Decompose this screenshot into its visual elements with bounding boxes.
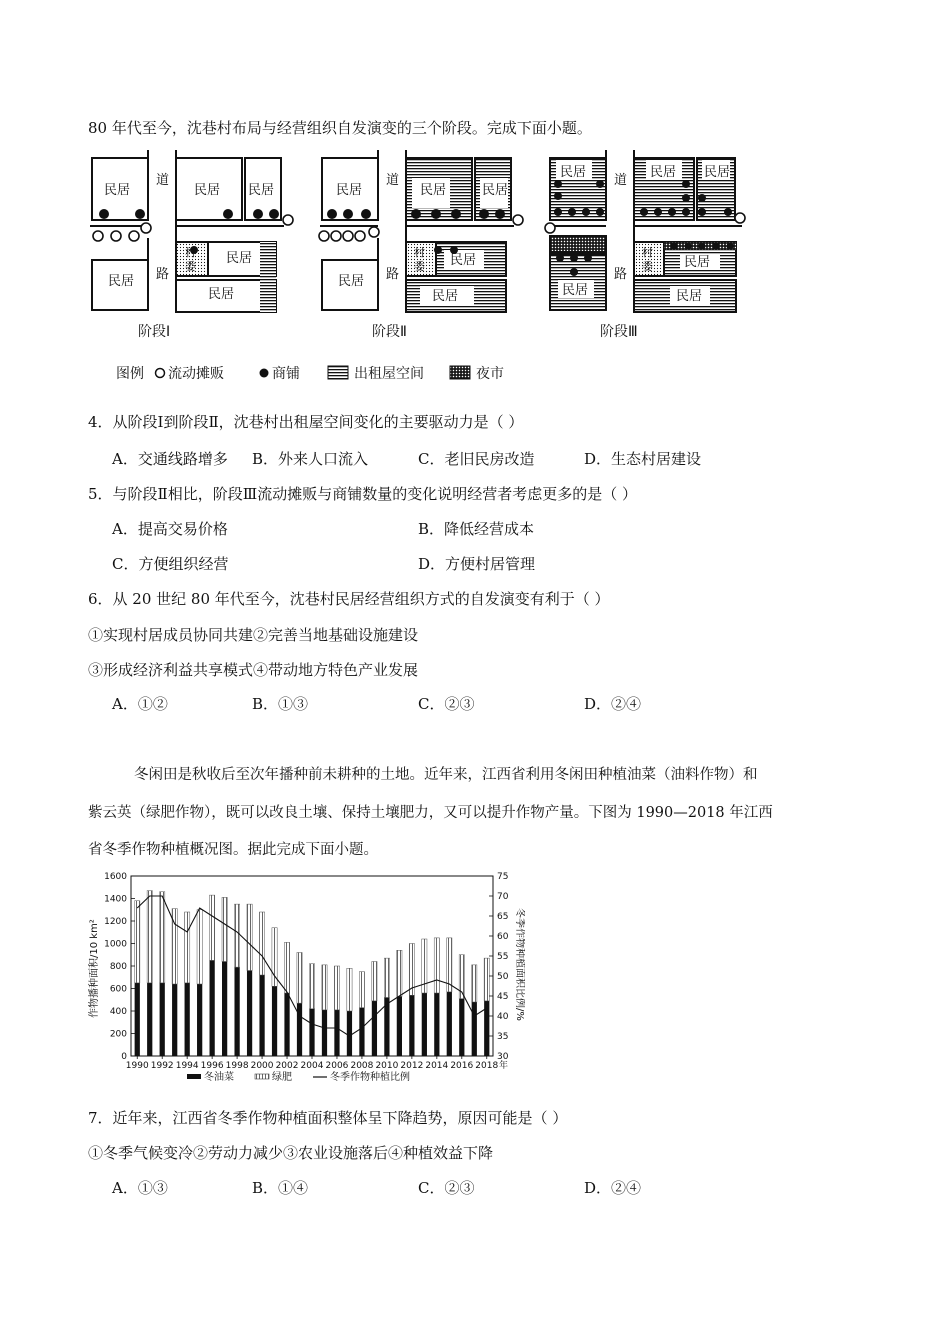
intro-winter-fields-2: 紫云英（绿肥作物），既可以改良土壤、保持土壤肥力，又可以提升作物产量。下图为 1990—2018 年江西 (88, 805, 773, 821)
y-right-tick-label: 50 (497, 972, 509, 982)
q5-option-c[interactable]: C．方便组织经营 (112, 555, 229, 573)
q7-option-c[interactable]: C．②③ (418, 1179, 475, 1197)
green-manure-bar (234, 904, 239, 967)
rapeseed-bar (409, 995, 414, 1056)
rapeseed-bar (222, 962, 227, 1057)
house-label: 民居 (336, 183, 363, 198)
question-5-stem: 5．与阶段Ⅱ相比，阶段Ⅲ流动摊贩与商铺数量的变化说明经营者考虑更多的是（ ） (88, 485, 637, 503)
green-manure-bar (210, 895, 215, 960)
x-tick-label: 2012 (400, 1061, 424, 1071)
rapeseed-bar (447, 992, 452, 1056)
green-manure-bar (160, 892, 165, 983)
road-label: 道 (614, 173, 628, 188)
house-label: 民居 (704, 165, 731, 180)
q5-option-a[interactable]: A．提高交易价格 (112, 520, 228, 538)
house-label: 民居 (208, 287, 235, 302)
rapeseed-bar (197, 984, 202, 1056)
rapeseed-bar (347, 1011, 352, 1056)
village-committee-label: 委 (414, 260, 425, 273)
q6-statements-1: ①实现村居成员协同共建②完善当地基础设施建设 (88, 626, 419, 644)
green-manure-bar (197, 910, 202, 984)
y-right-tick-label: 30 (497, 1052, 509, 1062)
y-right-tick-label: 70 (497, 892, 509, 902)
y-right-tick-label: 60 (497, 932, 509, 942)
x-tick-label: 1996 (200, 1061, 224, 1071)
road-label: 道 (386, 173, 400, 188)
x-tick-label: 1998 (225, 1061, 249, 1071)
green-manure-bar (484, 958, 489, 1001)
rapeseed-bar (284, 993, 289, 1056)
q6-option-b[interactable]: B．①③ (252, 695, 309, 713)
village-committee-label: 村 (642, 246, 653, 259)
intro-winter-fields-3: 省冬季作物种植概况图。据此完成下面小题。 (88, 842, 378, 858)
y-right-tick-label: 45 (497, 992, 509, 1002)
x-unit-label: 年 (499, 1061, 509, 1071)
q7-statements: ①冬季气候变冷②劳动力减少③农业设施落后④种植效益下降 (88, 1144, 494, 1162)
house-label: 民居 (248, 183, 275, 198)
village-committee-label: 村 (414, 246, 425, 259)
green-manure-bar (434, 938, 439, 993)
x-tick-label: 1994 (175, 1061, 199, 1071)
q4-option-c[interactable]: C．老旧民房改造 (418, 450, 535, 468)
house-label: 民居 (684, 255, 711, 270)
x-tick-label: 1990 (125, 1061, 149, 1071)
y-left-tick-label: 200 (109, 1029, 127, 1040)
q4-option-b[interactable]: B．外来人口流入 (252, 450, 369, 468)
chart-y-left-label: 作物播种面积/10 km² (89, 919, 100, 1018)
stage-2-label: 阶段Ⅱ (372, 324, 407, 340)
rapeseed-bar (334, 1010, 339, 1056)
y-right-tick-label: 75 (497, 872, 509, 882)
green-manure-bar (397, 950, 402, 996)
village-layout-diagram (80, 150, 840, 390)
green-manure-bar (384, 958, 389, 997)
rapeseed-bar (322, 1010, 327, 1056)
intro-winter-fields-1: 冬闲田是秋收后至次年播种前未耕种的土地。近年来，江西省利用冬闲田种植油菜（油料作物）和 (134, 767, 758, 783)
y-right-tick-label: 55 (497, 952, 509, 962)
stage-3-label: 阶段Ⅲ (600, 324, 638, 340)
rapeseed-bar (397, 996, 402, 1056)
y-left-tick-label: 0 (121, 1052, 127, 1062)
green-manure-bar (472, 965, 477, 1002)
q7-option-a[interactable]: A．①③ (112, 1179, 168, 1197)
stage-1-label: 阶段Ⅰ (138, 324, 171, 340)
house-label: 民居 (650, 165, 677, 180)
green-manure-bar (372, 962, 377, 1001)
x-tick-label: 2000 (250, 1061, 274, 1071)
rapeseed-bar (210, 960, 215, 1056)
q6-option-c[interactable]: C．②③ (418, 695, 475, 713)
house-label: 民居 (420, 183, 447, 198)
green-manure-bar (334, 966, 339, 1010)
green-manure-bar (284, 942, 289, 993)
rapeseed-bar (247, 971, 252, 1057)
house-label: 民居 (104, 183, 131, 198)
y-right-tick-label: 65 (497, 912, 509, 922)
x-tick-label: 2006 (325, 1061, 349, 1071)
rapeseed-bar (272, 986, 277, 1056)
rapeseed-bar (259, 975, 264, 1056)
y-left-tick-label: 400 (109, 1007, 127, 1017)
rapeseed-bar (459, 999, 464, 1056)
legend-rental: 出租屋空间 (354, 366, 424, 382)
house-label: 民居 (194, 183, 221, 198)
house-label: 民居 (450, 253, 477, 268)
question-7-stem: 7．近年来，江西省冬季作物种植面积整体呈下降趋势，原因可能是（ ） (88, 1109, 568, 1127)
q6-option-d[interactable]: D．②④ (584, 695, 642, 713)
house-label: 民居 (432, 289, 459, 304)
rapeseed-bar (172, 984, 177, 1056)
green-manure-bar (259, 912, 264, 975)
rapeseed-bar (185, 983, 190, 1056)
rapeseed-bar (434, 993, 439, 1056)
y-left-tick-label: 1200 (104, 917, 127, 927)
rapeseed-bar (372, 1001, 377, 1056)
green-manure-bar (185, 912, 190, 983)
q6-option-a[interactable]: A．①② (112, 695, 168, 713)
x-tick-label: 2002 (275, 1061, 299, 1071)
q4-option-d[interactable]: D．生态村居建设 (584, 450, 702, 468)
house-label: 民居 (560, 165, 587, 180)
y-left-tick-label: 1000 (104, 939, 127, 950)
village-committee-label: 委 (185, 260, 196, 273)
road-label: 道 (156, 173, 170, 188)
rapeseed-bar (234, 967, 239, 1056)
rapeseed-bar (422, 993, 427, 1056)
y-left-tick-label: 600 (109, 984, 127, 995)
x-tick-label: 2018 (475, 1061, 499, 1071)
q7-option-d[interactable]: D．②④ (584, 1179, 642, 1197)
chart-y-right-label: 冬季作物种植面积比例/% (514, 908, 525, 1021)
green-manure-bar (297, 953, 302, 1004)
question-6-stem: 6．从 20 世纪 80 年代至今，沈巷村民居经营组织方式的自发演变有利于（ ） (88, 590, 610, 608)
x-tick-label: 2016 (450, 1061, 474, 1071)
y-right-tick-label: 35 (497, 1032, 509, 1042)
legend-winter-ratio: 冬季作物种植比例 (330, 1072, 410, 1083)
legend-shop: 商铺 (272, 366, 300, 382)
legend-rapeseed: 冬油菜 (204, 1072, 234, 1083)
q4-option-a[interactable]: A．交通线路增多 (112, 450, 228, 468)
x-tick-label: 2004 (300, 1061, 324, 1071)
question-4-stem: 4．从阶段Ⅰ到阶段Ⅱ，沈巷村出租屋空间变化的主要驱动力是（ ） (88, 413, 524, 431)
green-manure-bar (347, 968, 352, 1011)
village-committee-label: 委 (642, 260, 653, 273)
legend-title: 图例 (116, 366, 144, 382)
x-tick-label: 2010 (375, 1061, 399, 1071)
y-right-tick-label: 40 (497, 1012, 509, 1022)
y-left-tick-label: 1600 (104, 872, 127, 882)
rapeseed-bar (147, 983, 152, 1056)
village-committee-label: 村 (185, 246, 196, 259)
q5-option-b[interactable]: B．降低经营成本 (418, 520, 535, 538)
road-label: 路 (156, 267, 170, 282)
q7-option-b[interactable]: B．①④ (252, 1179, 309, 1197)
rapeseed-bar (472, 1002, 477, 1056)
rapeseed-bar (309, 1009, 314, 1056)
house-label: 民居 (676, 289, 703, 304)
house-label: 民居 (226, 251, 253, 266)
green-manure-bar (359, 972, 364, 1008)
house-label: 民居 (562, 283, 589, 298)
green-manure-bar (135, 901, 140, 983)
green-manure-bar (309, 964, 314, 1009)
q5-option-d[interactable]: D．方便村居管理 (418, 555, 536, 573)
x-tick-label: 2008 (350, 1061, 374, 1071)
winter-crop-chart (85, 868, 525, 1086)
green-manure-bar (222, 897, 227, 961)
road-label: 路 (386, 267, 400, 282)
x-tick-label: 1992 (150, 1061, 174, 1071)
legend-hawker: 流动摊贩 (168, 366, 224, 382)
green-manure-bar (322, 965, 327, 1010)
x-tick-label: 2014 (425, 1061, 449, 1071)
road-label: 路 (614, 267, 628, 282)
rapeseed-bar (160, 983, 165, 1056)
y-left-tick-label: 800 (109, 962, 127, 972)
q6-statements-2: ③形成经济利益共享模式④带动地方特色产业发展 (88, 661, 419, 679)
green-manure-bar (147, 891, 152, 983)
legend-green-manure: 绿肥 (272, 1072, 292, 1083)
y-left-tick-label: 1400 (104, 894, 127, 905)
intro-stage-text: 80 年代至今，沈巷村布局与经营组织自发演变的三个阶段。完成下面小题。 (88, 119, 592, 137)
legend-night-market: 夜市 (476, 366, 504, 382)
house-label: 民居 (108, 274, 135, 289)
rapeseed-bar (297, 1003, 302, 1056)
rapeseed-bar (359, 1008, 364, 1056)
house-label: 民居 (482, 183, 509, 198)
house-label: 民居 (338, 274, 365, 289)
green-manure-bar (247, 904, 252, 970)
rapeseed-bar (135, 983, 140, 1056)
